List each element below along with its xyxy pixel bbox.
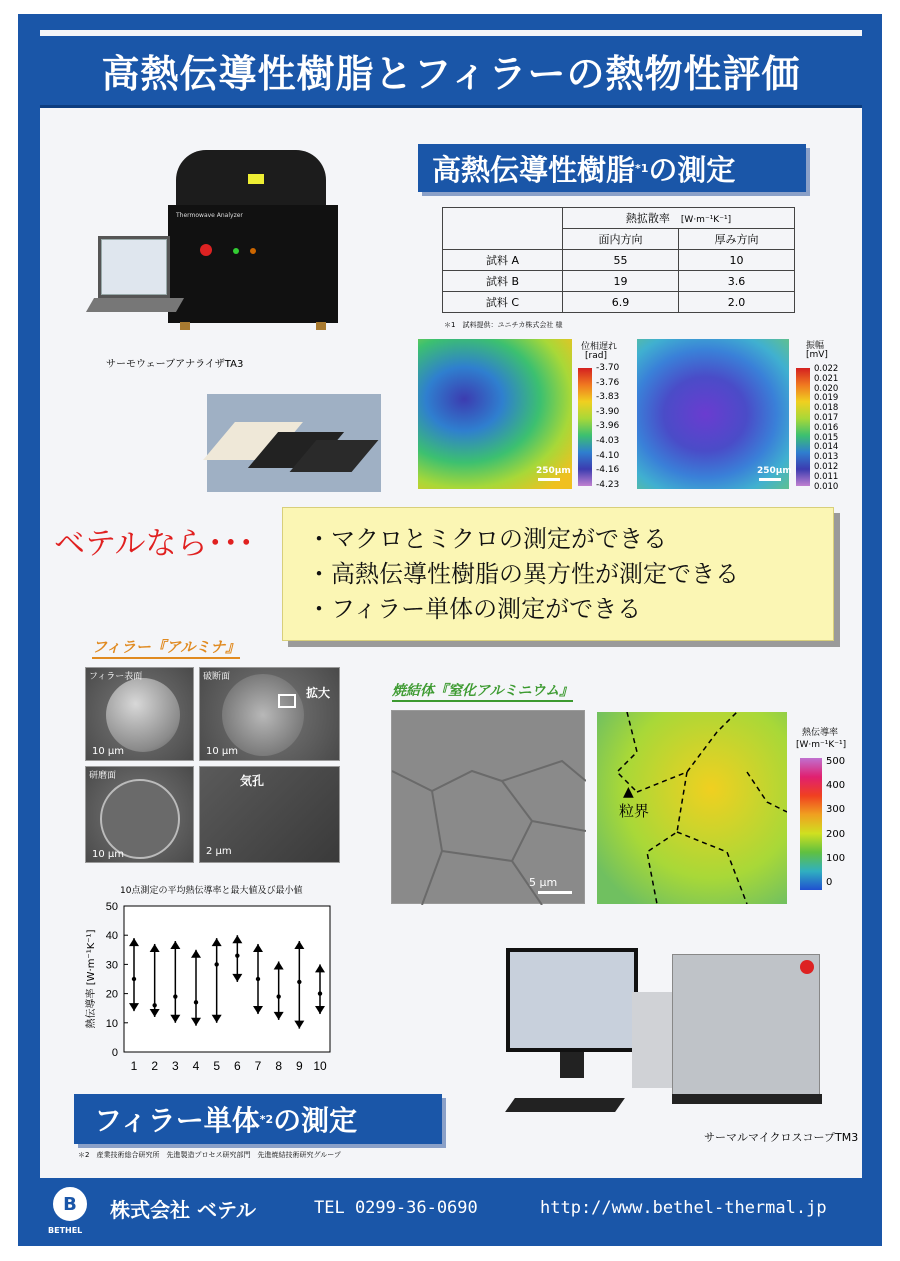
filler-footnote: ＊2 産業技術総合研究所 先進製造プロセス研究部門 先進焼結技術研究グループ (78, 1151, 341, 1159)
cell-value: 10 (679, 250, 795, 271)
table-row (443, 250, 795, 271)
mean-point (297, 980, 301, 984)
col-thickness: 厚み方向 (679, 229, 795, 250)
colorbar-tick-label: 200 (826, 828, 846, 840)
panel-label: 研磨面 (89, 771, 117, 781)
page-title: 高熱伝導性樹脂とフィラーの熱物性評価 (101, 51, 801, 96)
table-footnote: ＊1 試料提供：ユニチカ株式会社 様 (444, 321, 563, 329)
resin-heading-sup: *1 (635, 161, 649, 175)
colorbar-tick-label: 0.020 (814, 383, 839, 394)
colorbar-tick-label: 0.013 (814, 452, 839, 463)
diffusivity-table (442, 207, 795, 313)
y-tick-label: 40 (105, 930, 118, 943)
colorbar-tick-label: 0.012 (814, 462, 839, 472)
telephone: TEL 0299-36-0690 (314, 1198, 478, 1218)
colorbar-tick-label: -4.23 (596, 479, 620, 490)
mean-point (194, 1000, 198, 1004)
colorbar-tick-label: 0.011 (814, 471, 839, 482)
colorbar-tick-label: 300 (826, 804, 846, 816)
x-tick-label: 9 (295, 1059, 303, 1073)
panel-scale: 10 μm (206, 746, 239, 757)
y-tick-label: 0 (111, 1047, 118, 1059)
chart-title: 10点測定の平均熱伝導率と最大値及び最小値 (120, 886, 303, 896)
colorbar-tick-label: 0 (826, 877, 833, 888)
panel-scale: 2 μm (206, 846, 232, 857)
pore-label: 気孔 (240, 774, 265, 788)
colorbar-tick-label: 0.021 (814, 373, 839, 384)
colorbar-tick-label: -3.96 (596, 421, 620, 432)
tm3-caption: サーマルマイクロスコープTM3 (704, 1131, 859, 1144)
colorbar-tick-label: 100 (826, 852, 846, 864)
resin-heading-badge (418, 144, 806, 192)
row-name: 試料 A (443, 250, 563, 271)
cell-value: 19 (563, 271, 679, 292)
y-tick-label: 50 (105, 901, 118, 913)
colorbar-tick-label: -4.16 (596, 465, 620, 476)
mean-point (173, 994, 177, 998)
website-link[interactable]: http://www.bethel-thermal.jp (540, 1198, 827, 1218)
logo-text: BETHEL (48, 1226, 83, 1235)
up-arrow-icon: ▲ (623, 784, 634, 800)
amp-scale: 250μm (757, 466, 792, 476)
cell-value: 2.0 (679, 292, 795, 313)
y-tick-label: 10 (105, 1017, 118, 1030)
phase-title: 位相遅れ (581, 342, 618, 352)
colorbar-tick-label: 0.022 (814, 364, 839, 374)
bethel-logo-icon: B (50, 1184, 90, 1224)
x-tick-label: 3 (171, 1059, 179, 1073)
filler-badge (74, 1094, 442, 1144)
phase-colorbar (578, 368, 592, 486)
ta3-instrument-photo (98, 150, 358, 330)
x-tick-label: 7 (254, 1059, 262, 1073)
x-tick-label: 10 (313, 1059, 327, 1073)
benefit-item: ・フィラー単体の測定ができる (307, 595, 642, 623)
thermal-conductivity-chart (80, 896, 342, 1080)
benefit-item: ・マクロとミクロの測定ができる (307, 525, 667, 553)
colorbar-tick-label: -3.90 (596, 406, 620, 417)
amp-title: 振幅 (806, 341, 825, 351)
filler-badge-sup: *2 (259, 1112, 274, 1126)
table-header-unit: [W·m⁻¹K⁻¹] (680, 215, 732, 225)
x-tick-label: 6 (233, 1059, 241, 1073)
aln-map-unit: [W·m⁻¹K⁻¹] (796, 740, 847, 750)
resin-heading-tail: の測定 (648, 152, 736, 187)
mean-point (256, 977, 260, 981)
table-row (443, 292, 795, 313)
panel-scale: 10 μm (92, 849, 125, 860)
row-name: 試料 C (443, 292, 563, 313)
colorbar-tick-label: -3.83 (596, 392, 620, 403)
panel-label: フィラー表面 (89, 672, 143, 682)
benefit-item: ・高熱伝導性樹脂の異方性が測定できる (307, 560, 739, 588)
page-title-bar (40, 36, 862, 108)
sample-photo (207, 394, 381, 492)
mean-point (276, 994, 280, 998)
amp-ticks (814, 364, 854, 492)
colorbar-tick-label: 0.015 (814, 432, 839, 443)
mean-point (152, 1003, 156, 1007)
table-header-main: 熱拡散率 (625, 212, 670, 225)
aln-colorbar (800, 758, 822, 890)
colorbar-tick-label: -4.03 (596, 436, 620, 446)
colorbar-tick-label: 500 (826, 756, 846, 767)
ta3-label: Thermowave Analyzer (176, 212, 243, 219)
colorbar-tick-label: 0.014 (814, 442, 839, 453)
colorbar-tick-label: 400 (826, 780, 846, 792)
filler-badge-text: フィラー単体 (94, 1104, 260, 1137)
x-tick-label: 1 (130, 1059, 138, 1073)
aln-sem-image (391, 710, 585, 904)
col-in-plane: 面内方向 (563, 229, 679, 250)
x-tick-label: 2 (151, 1059, 159, 1073)
aln-sem-scale: 5 μm (529, 876, 558, 889)
phase-unit: [rad] (585, 351, 607, 361)
aln-ticks (826, 756, 850, 896)
x-tick-label: 5 (213, 1059, 221, 1073)
table-row (443, 271, 795, 292)
grain-boundary-label: 粒界 (619, 802, 650, 820)
colorbar-tick-label: -3.70 (596, 363, 620, 373)
cell-value: 6.9 (563, 292, 679, 313)
panel-label: 破断面 (203, 672, 231, 682)
panel-scale: 10 μm (92, 746, 125, 757)
mean-point (214, 962, 218, 966)
y-axis-label: 熱伝導率 [W·m⁻¹K⁻¹] (86, 929, 97, 1029)
resin-heading: 高熱伝導性樹脂 (432, 152, 636, 187)
x-tick-label: 8 (275, 1059, 283, 1073)
aln-map-title: 熱伝導率 (802, 728, 839, 738)
colorbar-tick-label: 0.017 (814, 413, 839, 423)
bethel-nara-text: ベテルなら･･･ (54, 526, 254, 562)
enlarge-label: 拡大 (306, 686, 331, 700)
x-tick-label: 4 (192, 1059, 200, 1073)
amp-unit: [mV] (806, 350, 828, 360)
benefits-box (282, 507, 834, 641)
amp-colorbar (796, 368, 810, 486)
y-tick-label: 20 (105, 988, 118, 1001)
colorbar-tick-label: -3.76 (596, 377, 620, 388)
tm3-instrument-photo (500, 944, 830, 1124)
phase-ticks (596, 363, 636, 491)
cell-value: 3.6 (679, 271, 795, 292)
mean-point (318, 991, 322, 995)
phase-scale: 250μm (536, 466, 571, 476)
filler-badge-tail: の測定 (273, 1104, 358, 1137)
company-name: 株式会社 ベテル (110, 1198, 256, 1222)
mean-point (235, 953, 239, 957)
ta3-caption: サーモウェーブアナライザTA3 (106, 359, 244, 370)
colorbar-tick-label: -4.10 (596, 450, 620, 461)
colorbar-tick-label: 0.019 (814, 393, 839, 404)
cell-value: 55 (563, 250, 679, 271)
sintered-heading: 焼結体『窒化アルミニウム』 (392, 680, 573, 702)
colorbar-tick-label: 0.016 (814, 422, 839, 433)
colorbar-tick-label: 0.018 (814, 403, 839, 414)
row-name: 試料 B (443, 271, 563, 292)
mean-point (132, 977, 136, 981)
y-tick-label: 30 (105, 959, 118, 972)
filler-heading: フィラー『アルミナ』 (92, 636, 240, 659)
colorbar-tick-label: 0.010 (814, 481, 839, 492)
